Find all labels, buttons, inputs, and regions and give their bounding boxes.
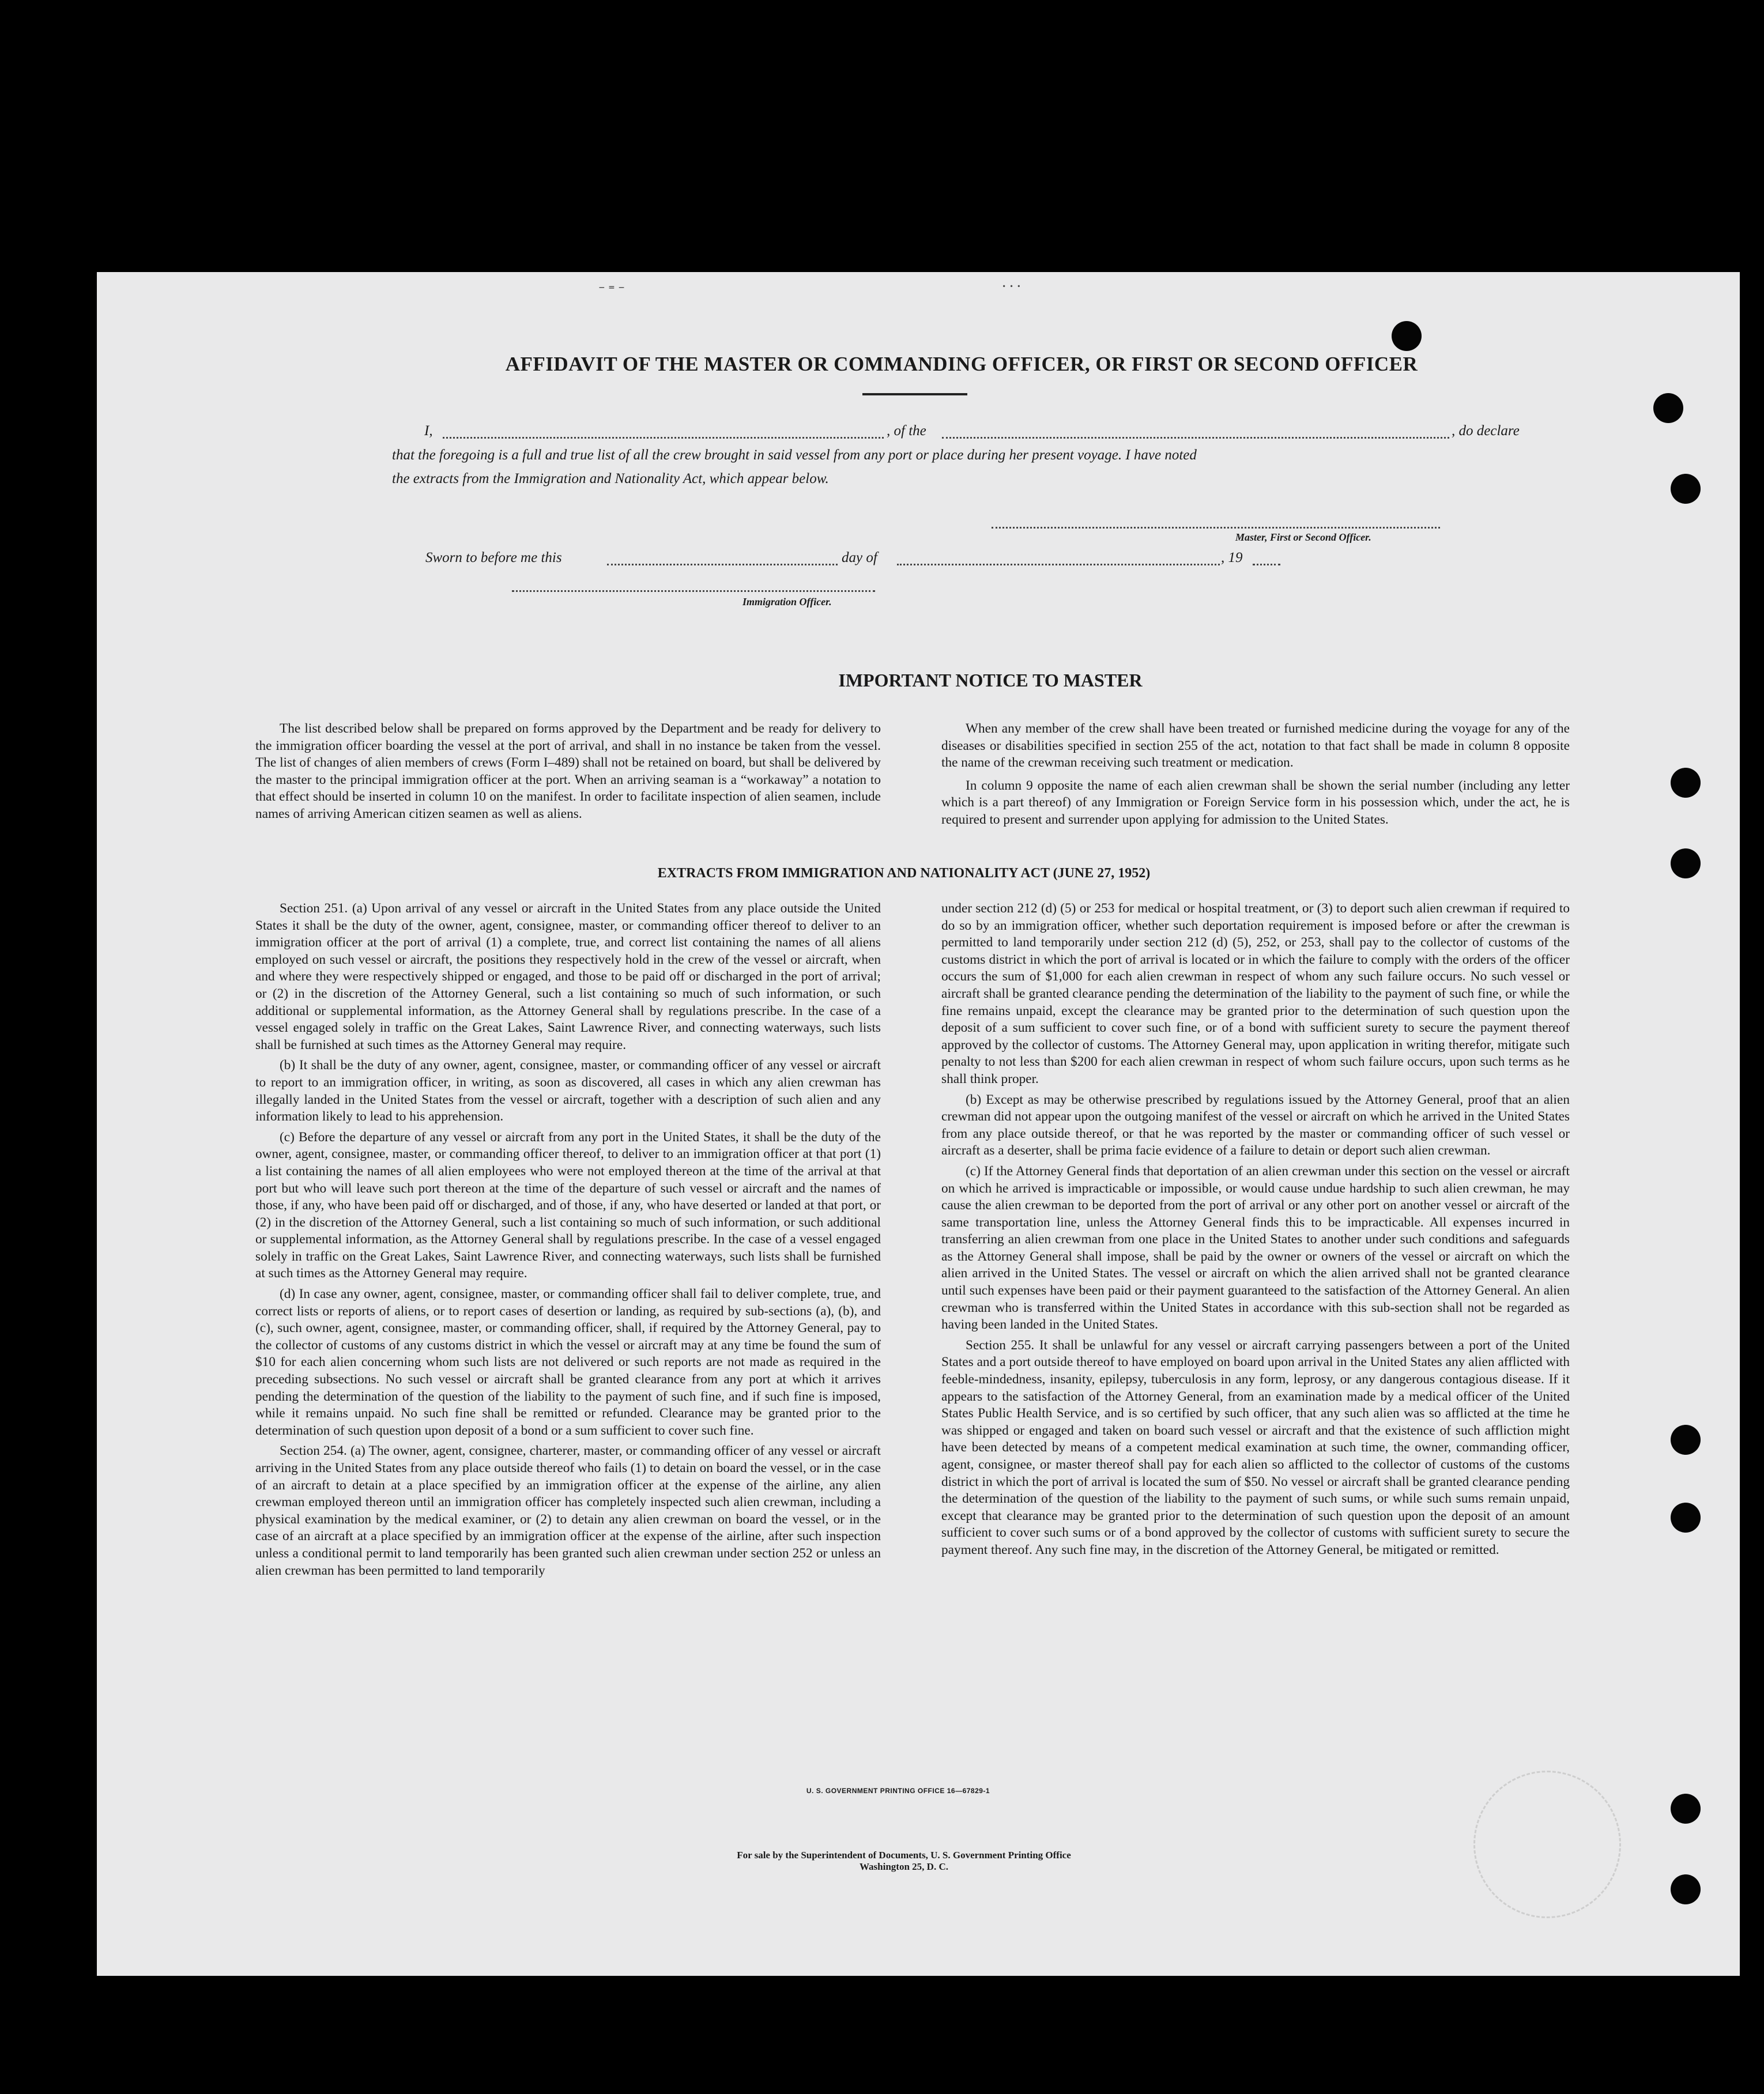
extract-paragraph: Section 255. It shall be unlawful for any vessel or aircraft carrying passengers between a port of the United States and a port outside thereof to have employed on board upon arrival in the United States any alien afflicted with feeble-mindedness, insanity, epilepsy, tuberculosis in any form, leprosy, or any dangerous contagious disease. If it appears to the satisfaction of the Attorney General, from an examination made by a medical officer of the United States Public Health Service, and is so certified by such officer, that any such alien was so afflicted at the time he was shipped or engaged and taken on board such vessel or aircraft and that the existence of such affliction might have been detected by means of a competent medical examination at such time, the owner, commanding officer, agent, consignee, or master thereof shall pay for each alien so afflicted to the collector of customs of the customs district in which the port of arrival is located the sum of $50. No vessel or aircraft shall be granted clearance pending the determination of the question of the liability to the payment of such sums, or while such sums remain unpaid, except that clearance may be granted prior to the determination of such question upon the deposit of an amount sufficient to cover such sums or of a bond approved by the collector of customs with sufficient surety to secure the payment thereof. Any such fine may, in the discretion of the Attorney General, be mitigated or remitted. bbox=[941, 1337, 1570, 1557]
master-caption: Master, First or Second Officer. bbox=[1235, 531, 1371, 543]
affidavit-declare: , do declare bbox=[1452, 423, 1520, 439]
punch-hole bbox=[1653, 393, 1683, 423]
punch-hole bbox=[1671, 1503, 1701, 1533]
extract-paragraph: (c) Before the departure of any vessel or aircraft from any port in the United States, it shall be the duty of the owner, agent, consignee, master, or commanding officer thereof, to deliver to an immigration officer at that port (1) a list containing the names of all alien employees who were not employed thereon at the time of the arrival at that port but who will leave such port thereon at the time of the departure of such vessel or aircraft and the names of those, if any, who have been paid off or discharged, and of those, if any, who have deserted or landed at that port, or (2) in the discretion of the Attorney General, such a list containing so much of such information, or such additional or supplemental information, as the Attorney General shall by regulations prescribe. In the case of a vessel engaged solely in traffic on the Great Lakes, Saint Lawrence River, and connecting waterways, such lists shall be furnished at such times as the Attorney General may require. bbox=[255, 1129, 881, 1281]
extract-paragraph: (d) In case any owner, agent, consignee, master, or commanding officer shall fail to deliver complete, true, and correct lists or reports of aliens, or to report cases of desertion or landing, as required by sub-sections (a), (b), and (c), such owner, agent, consignee, master, or commanding officer, shall, if required by the Attorney General, pay to the collector of customs of any customs district in which the vessel or aircraft may at any time be found the sum of $10 for each alien concerning whom such lists are not delivered or such reports are not made as required in the preceding subsections. No such vessel or aircraft shall be granted clearance from any port at which it arrives pending the determination of the question of the liability to the payment of such fine, and if such fine is imposed, while it remains unpaid. No such fine shall be remitted or refunded. Clearance may be granted prior to the determination of such question upon deposit of a bond or a sum sufficient to cover such fine. bbox=[255, 1286, 881, 1438]
punch-hole bbox=[1392, 321, 1422, 351]
sworn-day-line[interactable] bbox=[607, 564, 838, 565]
affidavit-of-the: , of the bbox=[887, 423, 926, 439]
punch-hole bbox=[1671, 1794, 1701, 1824]
sale-line-1: For sale by the Superintendent of Documents, U. S. Government Printing Office bbox=[737, 1850, 1071, 1861]
extract-paragraph: (b) Except as may be otherwise prescribed by regulations issued by the Attorney General, proof that an alien crewman did not appear upon the outgoing manifest of the vessel or aircraft on which he arrived in the United States from any place outside thereof, or that he was reported by the master or commanding officer of such vessel or aircraft as a deserter, shall be prima facie evidence of a failure to detain or deport such alien crewman. bbox=[941, 1092, 1570, 1159]
affidavit-title: AFFIDAVIT OF THE MASTER OR COMMANDING OFFICER, OR FIRST OR SECOND OFFICER bbox=[505, 353, 1418, 375]
extract-paragraph: (c) If the Attorney General finds that deportation of an alien crewman under this section on the vessel or aircraft on which he arrived is impracticable or impossible, or would cause undue hardship to such alien crewman, he may cause the alien crewman to be deported from the port of arrival or any other port on another vessel or aircraft of the same transportation line, unless the Attorney General finds this to be impracticable. All expenses incurred in transferring an alien crewman from one place in the United States to another under such conditions and safeguards as the Attorney General shall impose, shall be paid by the owner or owners of the vessel or aircraft on which the alien arrived in the United States. The vessel or aircraft on which the alien arrived shall not be granted clearance until such expenses have been paid or their payment guaranteed to the satisfaction of the Attorney General. An alien crewman who is transferred within the United States in accordance with this sub-section shall not be regarded as having been landed in the United States. bbox=[941, 1163, 1570, 1333]
vessel-field-line[interactable] bbox=[942, 437, 1449, 439]
sworn-month-line[interactable] bbox=[897, 564, 1220, 565]
notice-right-column bbox=[941, 720, 1570, 829]
year-line[interactable] bbox=[1253, 564, 1280, 565]
extracts-title: EXTRACTS FROM IMMIGRATION AND NATIONALITY ACT (JUNE 27, 1952) bbox=[657, 866, 1151, 881]
affidavit-line3: the extracts from the Immigration and Nationality Act, which appear below. bbox=[392, 471, 829, 486]
printing-office-line: U. S. GOVERNMENT PRINTING OFFICE 16—67829-1 bbox=[806, 1787, 990, 1795]
sworn-text: Sworn to before me this bbox=[425, 550, 562, 565]
year-prefix: , 19 bbox=[1221, 550, 1243, 565]
punch-hole bbox=[1671, 474, 1701, 504]
punch-hole bbox=[1671, 848, 1701, 878]
affidavit-i: I, bbox=[424, 423, 433, 439]
day-of-text: day of bbox=[842, 550, 877, 565]
stray-mark: ⁻ ⁼ ⁻ bbox=[598, 282, 625, 297]
sale-notice bbox=[616, 1850, 1192, 1873]
punch-hole bbox=[1671, 768, 1701, 798]
punch-hole bbox=[1671, 1874, 1701, 1904]
notice-left-paragraph: The list described below shall be prepared on forms approved by the Department and be ready for delivery to the immigration officer boarding the vessel at the port of arrival, and shall in no instance be taken from the vessel. The list of changes of alien members of crews (Form I–489) shall not be retained on board, but shall be delivered by the master to the principal immigration officer at the port. When an arriving seaman is a “workaway” a notation to that effect should be inserted in column 10 on the manifest. In order to facilitate inspection of alien seamen, include names of arriving American citizen seamen as well as aliens. bbox=[255, 721, 881, 821]
affidavit-line2: that the foregoing is a full and true list of all the crew brought in said vessel from any port or place during her present voyage. I have noted bbox=[392, 447, 1197, 463]
extract-paragraph: under section 212 (d) (5) or 253 for medical or hospital treatment, or (3) to deport such alien crewman if required to do so by an immigration officer, whether such deportation requirement is imposed before or after the crewman is permitted to land temporarily under section 212 (d) (5), 252, or 253, shall pay to the collector of customs of the customs district in which the port of arrival is located or in which the failure to comply with the orders of the officer occurs the sum of $1,000 for each alien crewman in respect of whom any such failure occurs. No such vessel or aircraft shall be granted clearance pending the determination of the liability to the payment of such fine, or while the fine remains unpaid, except the clearance may be granted prior to the determination of such question upon the deposit of a sum sufficient to cover such fine, or of a bond with sufficient surety to secure the payment thereof approved by the collector of customs. The Attorney General may, upon application in writing therefor, mitigate such penalty to not less than $200 for each alien crewman in respect of whom such failure occurs, upon such terms as he shall think proper. bbox=[941, 901, 1570, 1086]
notice-left-column bbox=[255, 720, 881, 823]
name-field-line[interactable] bbox=[443, 437, 884, 439]
officer-caption: Immigration Officer. bbox=[742, 596, 832, 608]
notice-paragraph: When any member of the crew shall have been treated or furnished medicine during the voyage for any of the diseases or disabilities specified in section 255 of the act, notation to that fact shall be made in column 8 opposite the name of the crewman receiving such treatment or medication. bbox=[941, 721, 1570, 771]
notice-title: IMPORTANT NOTICE TO MASTER bbox=[838, 670, 1143, 691]
officer-signature-line[interactable] bbox=[512, 590, 875, 592]
punch-hole bbox=[1671, 1425, 1701, 1455]
extracts-right-column bbox=[941, 900, 1570, 1559]
stray-mark: ˙ ˙ ˙ bbox=[1002, 282, 1021, 297]
sale-line-2: Washington 25, D. C. bbox=[860, 1861, 948, 1872]
title-rule bbox=[862, 393, 967, 395]
master-signature-line[interactable] bbox=[992, 527, 1440, 529]
extract-paragraph: Section 254. (a) The owner, agent, consignee, charterer, master, or commanding officer of any vessel or aircraft arriving in the United States from any place outside thereof who fails (1) to detain on board the vessel, or in the case of an aircraft to detain at a place specified by an immigration officer at the expense of the airline, any alien crewman employed thereon until an immigration officer has completely inspected such alien crewman, including a physical examination by the medical examiner, or (2) to detain any alien crewman on board the vessel, or in the case of an aircraft at a place specified by an immigration officer at the expense of the airline, after such inspection unless a conditional permit to land temporarily has been granted such alien crewman under section 252 or unless an alien crewman has been permitted to land temporarily bbox=[255, 1443, 881, 1578]
extracts-left-column bbox=[255, 900, 881, 1579]
extract-paragraph: (b) It shall be the duty of any owner, agent, consignee, master, or commanding officer of any vessel or aircraft to report to an immigration officer, in writing, as soon as discovered, all cases in which any alien crewman has illegally landed in the United States from the vessel or aircraft, together with a description of such alien and any information likely to lead to his apprehension. bbox=[255, 1058, 881, 1125]
extract-paragraph: Section 251. (a) Upon arrival of any vessel or aircraft in the United States from any place outside the United States it shall be the duty of the owner, agent, consignee, master, or commanding officer thereof to deliver to an immigration officer at the port of arrival (1) a complete, true, and correct list containing the names of all aliens employed on such vessel or aircraft, the positions they respectively hold in the crew of the vessel or aircraft, when and where they were respectively shipped or engaged, and those to be paid off or discharged in the port of arrival; or (2) in the discretion of the Attorney General, such a list containing so much of such information, or such additional or supplemental information, as the Attorney General shall by regulations prescribe. In the case of a vessel engaged solely in traffic on the Great Lakes, Saint Lawrence River, and connecting waterways, such lists shall be furnished at such times as the Attorney General may require. bbox=[255, 901, 881, 1052]
document-page bbox=[97, 272, 1740, 1976]
embossed-seal bbox=[1473, 1771, 1621, 1918]
notice-paragraph: In column 9 opposite the name of each alien crewman shall be shown the serial number (including any letter which is a part thereof) of any Immigration or Foreign Service form in his possession which, under the act, he is required to present and surrender upon applying for admission to the United States. bbox=[941, 778, 1570, 827]
